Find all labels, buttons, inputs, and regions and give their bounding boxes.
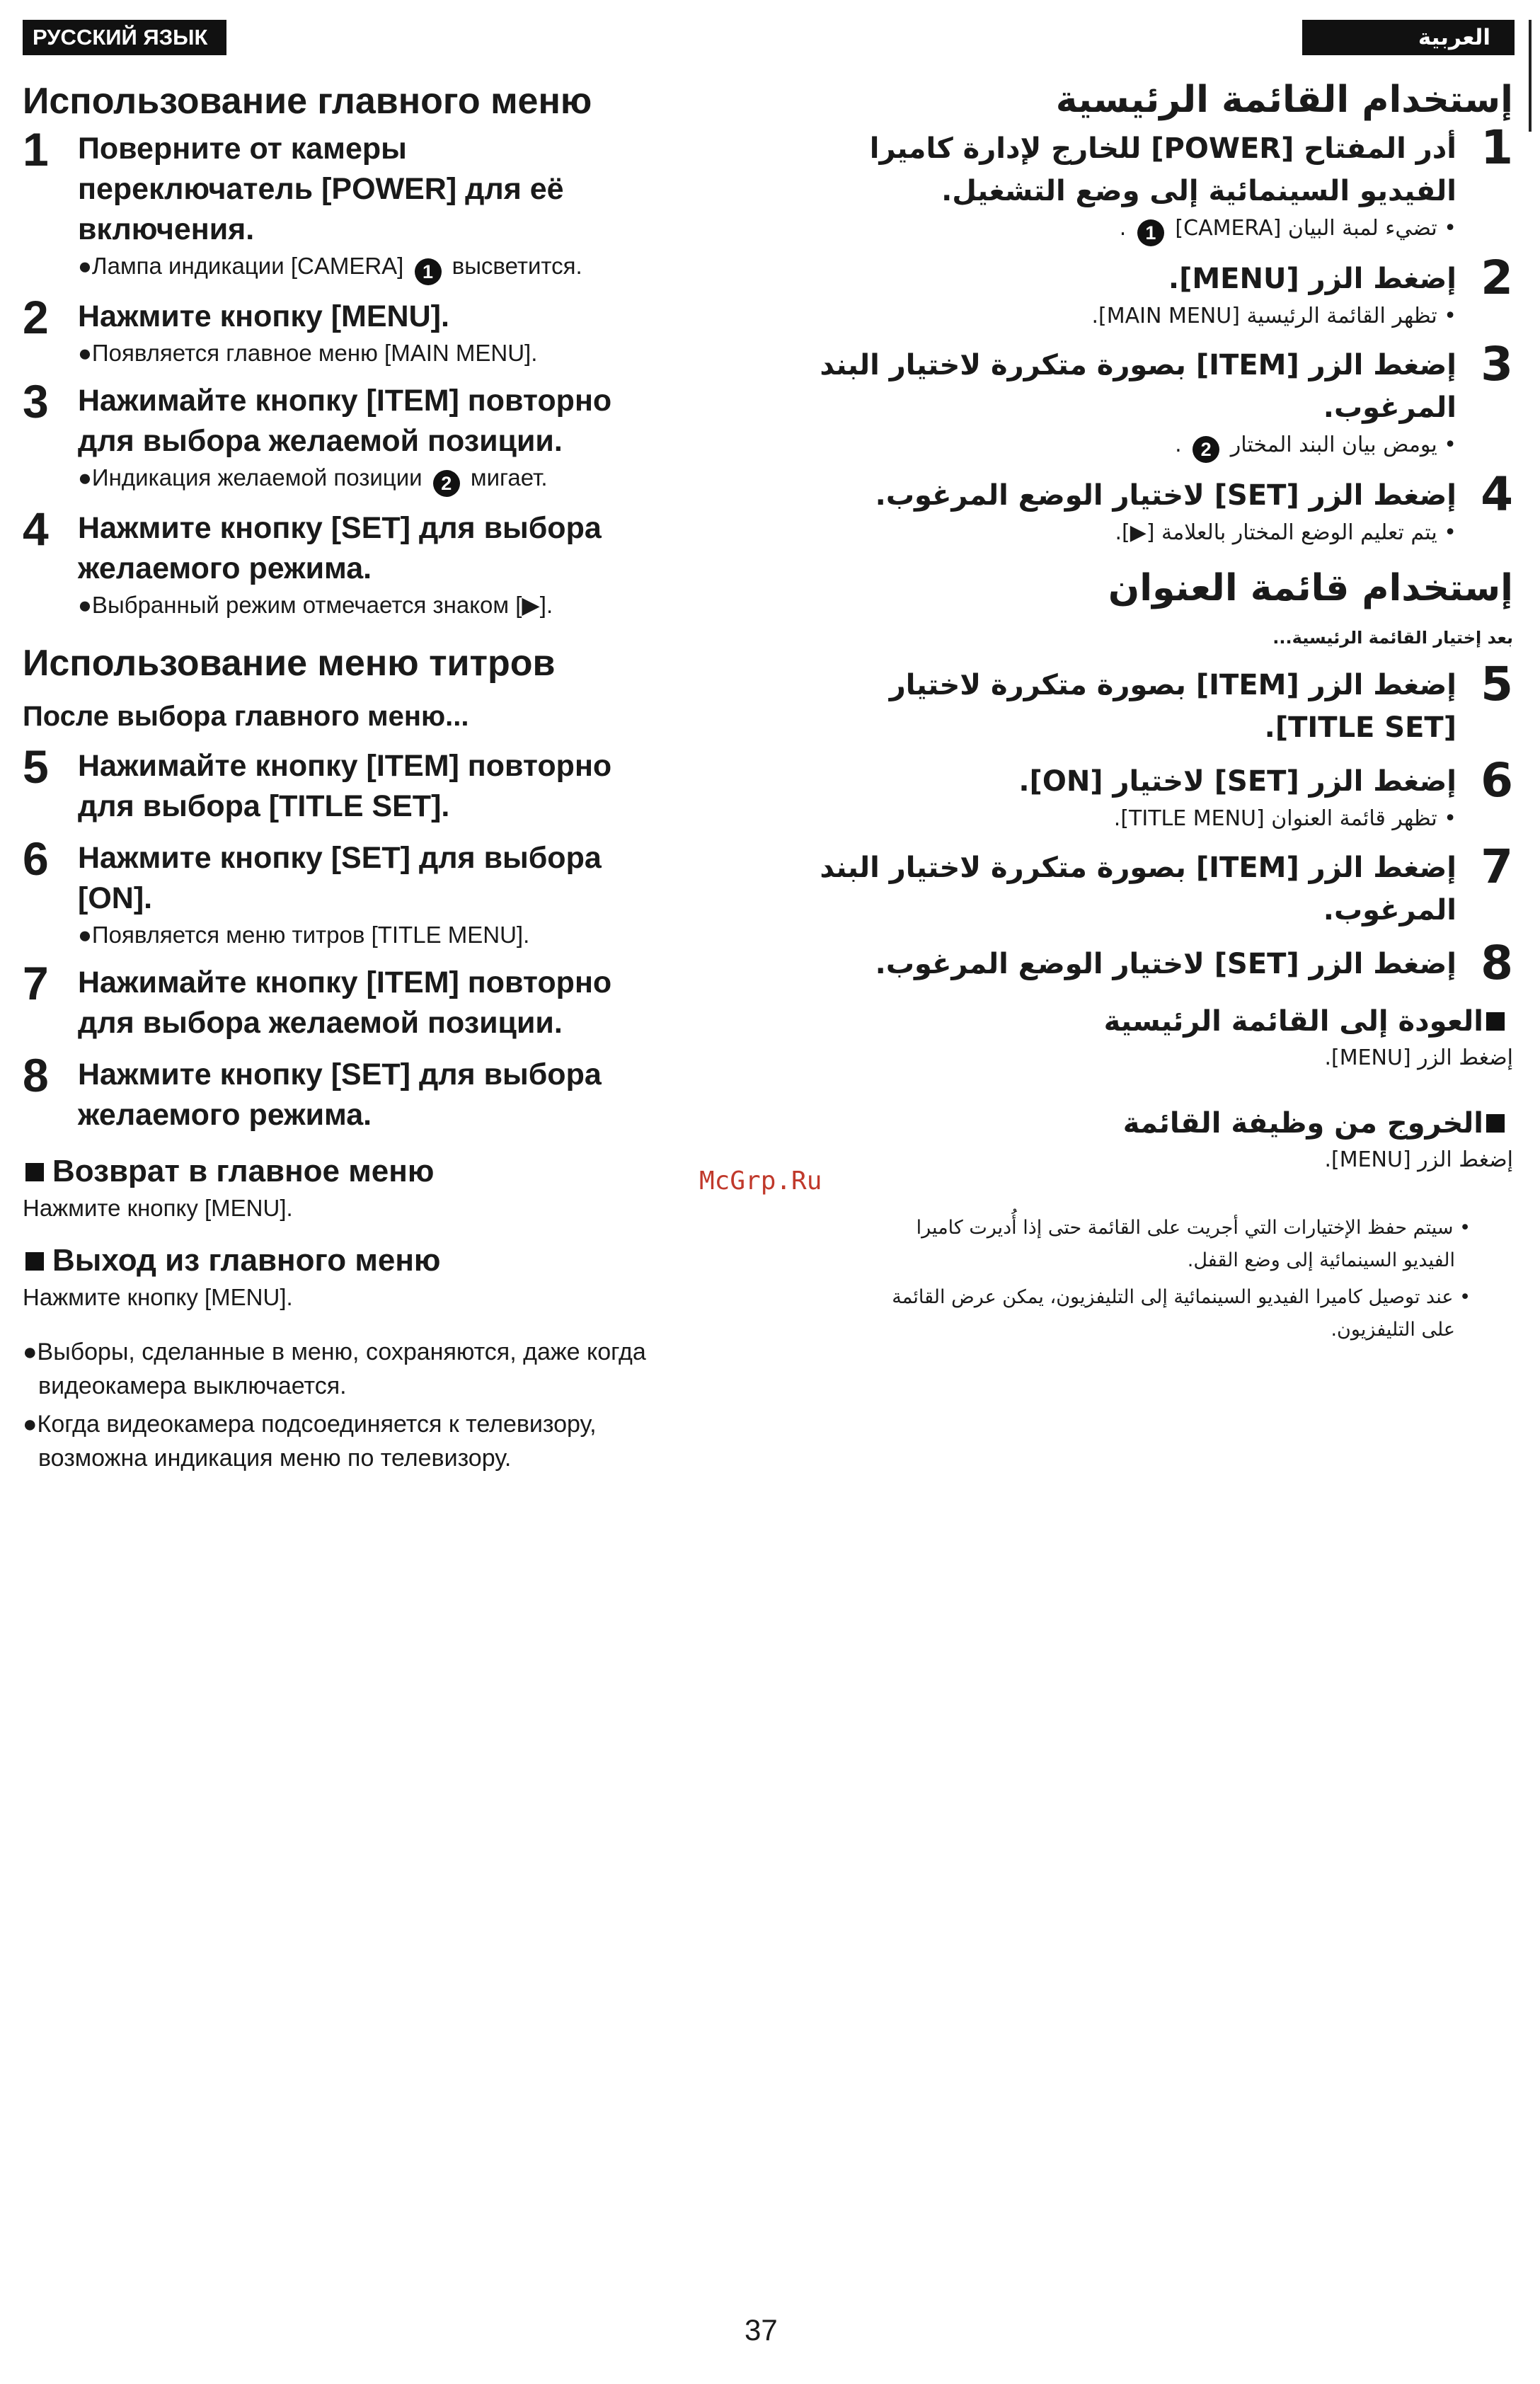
step-1	[814, 120, 1513, 246]
step-number: 2	[23, 291, 49, 343]
square-bullet-icon	[1486, 1114, 1505, 1133]
step-8	[814, 936, 1513, 990]
note-bullet: • سيتم حفظ الإختيارات التي أجريت على القائمة حتى إذا أُديرت كاميرا الفيديو السينمائية إلى وضع القفل.	[916, 1217, 1471, 1271]
exit-menu-section	[814, 1103, 1513, 1176]
section-text: إضغط الزر [MENU].	[1324, 1045, 1513, 1070]
square-bullet-icon	[25, 1163, 44, 1181]
step-note: • تضيء لمبة البيان [CAMERA] 1 .	[814, 212, 1456, 246]
step-number: 3	[1481, 337, 1513, 391]
step-3	[23, 375, 695, 497]
step-number: 4	[23, 503, 49, 555]
indicator-1-icon: 1	[1137, 219, 1164, 246]
step-note: • يتم تعليم الوضع المختار بالعلامة [▶].	[1115, 520, 1456, 545]
step-instruction: إضغط الزر [ITEM] بصورة متكررة لاختيار البند المرغوب.	[820, 349, 1456, 424]
square-bullet-icon	[1486, 1012, 1505, 1031]
step-7	[814, 839, 1513, 932]
note-bullet: ●Выборы, сделанные в меню, сохраняются, даже когда видеокамера выключается.	[23, 1339, 646, 1399]
step-note: ●Лампа индикации [CAMERA] 1 высветится.	[78, 250, 695, 285]
section-title: Возврат в главное меню	[52, 1154, 435, 1188]
square-bullet-icon	[25, 1252, 44, 1271]
step-instruction: Нажмите кнопку [SET] для выбора желаемого режима.	[78, 1058, 602, 1132]
exit-main-menu-section	[23, 1240, 695, 1314]
step-3	[814, 337, 1513, 463]
section-text: Нажмите кнопку [MENU].	[23, 1195, 293, 1221]
indicator-2-icon: 2	[1193, 436, 1219, 463]
step-6	[23, 832, 695, 951]
indicator-1-icon: 1	[415, 258, 442, 285]
step-instruction: Нажимайте кнопку [ITEM] повторно для выбора желаемой позиции.	[78, 384, 612, 458]
step-8	[23, 1049, 695, 1135]
step-number: 7	[23, 957, 49, 1009]
title-menu-heading: إستخدام قائمة العنوان	[1108, 567, 1513, 609]
main-menu-heading: Использование главного меню	[23, 81, 592, 122]
return-to-main-menu-section	[814, 1001, 1513, 1074]
section-text: إضغط الزر [MENU].	[1324, 1147, 1513, 1172]
step-number: 8	[23, 1049, 49, 1101]
step-note: • يومض بيان البند المختار 2 .	[814, 429, 1456, 463]
title-menu-heading: Использование меню титров	[23, 643, 556, 684]
step-2	[23, 291, 695, 369]
step-number: 8	[1481, 936, 1513, 990]
step-note: ●Появляется главное меню [MAIN MENU].	[78, 340, 538, 366]
step-note: ●Появляется меню титров [TITLE MENU].	[78, 922, 530, 948]
step-instruction: Нажмите кнопку [MENU].	[78, 299, 449, 333]
step-note: • تظهر قائمة العنوان [TITLE MENU].	[1113, 806, 1456, 831]
indicator-2-icon: 2	[433, 470, 460, 497]
return-to-main-menu-section	[23, 1151, 695, 1225]
step-number: 2	[1481, 251, 1513, 305]
step-number: 5	[1481, 657, 1513, 711]
section-text: Нажмите кнопку [MENU].	[23, 1284, 293, 1310]
step-note: ●Выбранный режим отмечается знаком [▶].	[78, 592, 553, 618]
step-6	[814, 753, 1513, 835]
after-main-menu-subheading: После выбора главного меню...	[23, 701, 469, 732]
main-menu-heading: إستخدام القائمة الرئيسية	[1055, 79, 1513, 121]
step-4	[814, 467, 1513, 549]
note-bullet: ●Когда видеокамера подсоединяется к телевизору, возможна индикация меню по телевизору.	[23, 1411, 597, 1472]
russian-language-tab: РУССКИЙ ЯЗЫК	[23, 20, 226, 55]
step-instruction: إضغط الزر [SET] لاختيار [ON].	[1018, 765, 1456, 798]
section-title: الخروج من وظيفة القائمة	[1122, 1107, 1483, 1140]
step-instruction: إضغط الزر [SET] لاختيار الوضع المرغوب.	[875, 948, 1456, 980]
step-number: 7	[1481, 839, 1513, 894]
step-2	[814, 251, 1513, 333]
step-5	[23, 740, 695, 827]
step-instruction: إضغط الزر [ITEM] بصورة متكررة لاختيار البند المرغوب.	[820, 852, 1456, 927]
step-number: 6	[23, 832, 49, 885]
step-4	[23, 503, 695, 621]
step-instruction: Нажмите кнопку [SET] для выбора [ON].	[78, 841, 602, 915]
step-number: 5	[23, 740, 49, 793]
step-number: 3	[23, 375, 49, 428]
watermark-text: McGrp.Ru	[699, 1167, 822, 1196]
step-instruction: Нажмите кнопку [SET] для выбора желаемого режима.	[78, 511, 602, 585]
step-number: 1	[1481, 120, 1513, 175]
step-instruction: إضغط الزر [SET] لاختيار الوضع المرغوب.	[875, 479, 1456, 512]
step-instruction: أدر المفتاح [POWER] للخارج لإدارة كاميرا الفيديو السينمائية إلى وضع التشغيل.	[869, 132, 1456, 207]
step-instruction: Нажимайте кнопку [ITEM] повторно для выбора желаемой позиции.	[78, 965, 612, 1040]
arabic-language-tab: العربية	[1302, 20, 1515, 55]
step-number: 4	[1481, 467, 1513, 522]
arabic-column	[814, 76, 1513, 1351]
note-bullet: • عند توصيل كاميرا الفيديو السينمائية إلى التليفزيون، يمكن عرض القائمة على التليفزيون.	[892, 1286, 1471, 1341]
russian-column	[23, 78, 695, 1479]
after-main-menu-subheading: بعد إختيار القائمة الرئيسية...	[1272, 628, 1513, 648]
step-note: ●Индикация желаемой позиции 2 мигает.	[78, 462, 695, 497]
step-instruction: إضغط الزر [MENU].	[1168, 263, 1456, 295]
step-7	[23, 957, 695, 1043]
step-instruction: إضغط الزر [ITEM] بصورة متكررة لاختيار [TITLE SET].	[889, 669, 1456, 744]
step-note: • تظهر القائمة الرئيسية [MAIN MENU].	[1091, 304, 1456, 328]
step-instruction: Поверните от камеры переключатель [POWER] для её включения.	[78, 132, 564, 246]
notes-list	[890, 1212, 1471, 1346]
section-title: Выход из главного меню	[52, 1243, 441, 1278]
section-title: العودة إلى القائمة الرئيسية	[1103, 1005, 1483, 1038]
step-1	[23, 123, 695, 285]
step-instruction: Нажимайте кнопку [ITEM] повторно для выбора [TITLE SET].	[78, 749, 612, 823]
step-number: 1	[23, 123, 49, 176]
page-number: 37	[745, 2313, 778, 2346]
step-number: 6	[1481, 753, 1513, 808]
step-5	[814, 657, 1513, 749]
notes-list	[23, 1335, 695, 1475]
page-edge-marker	[1529, 20, 1532, 132]
